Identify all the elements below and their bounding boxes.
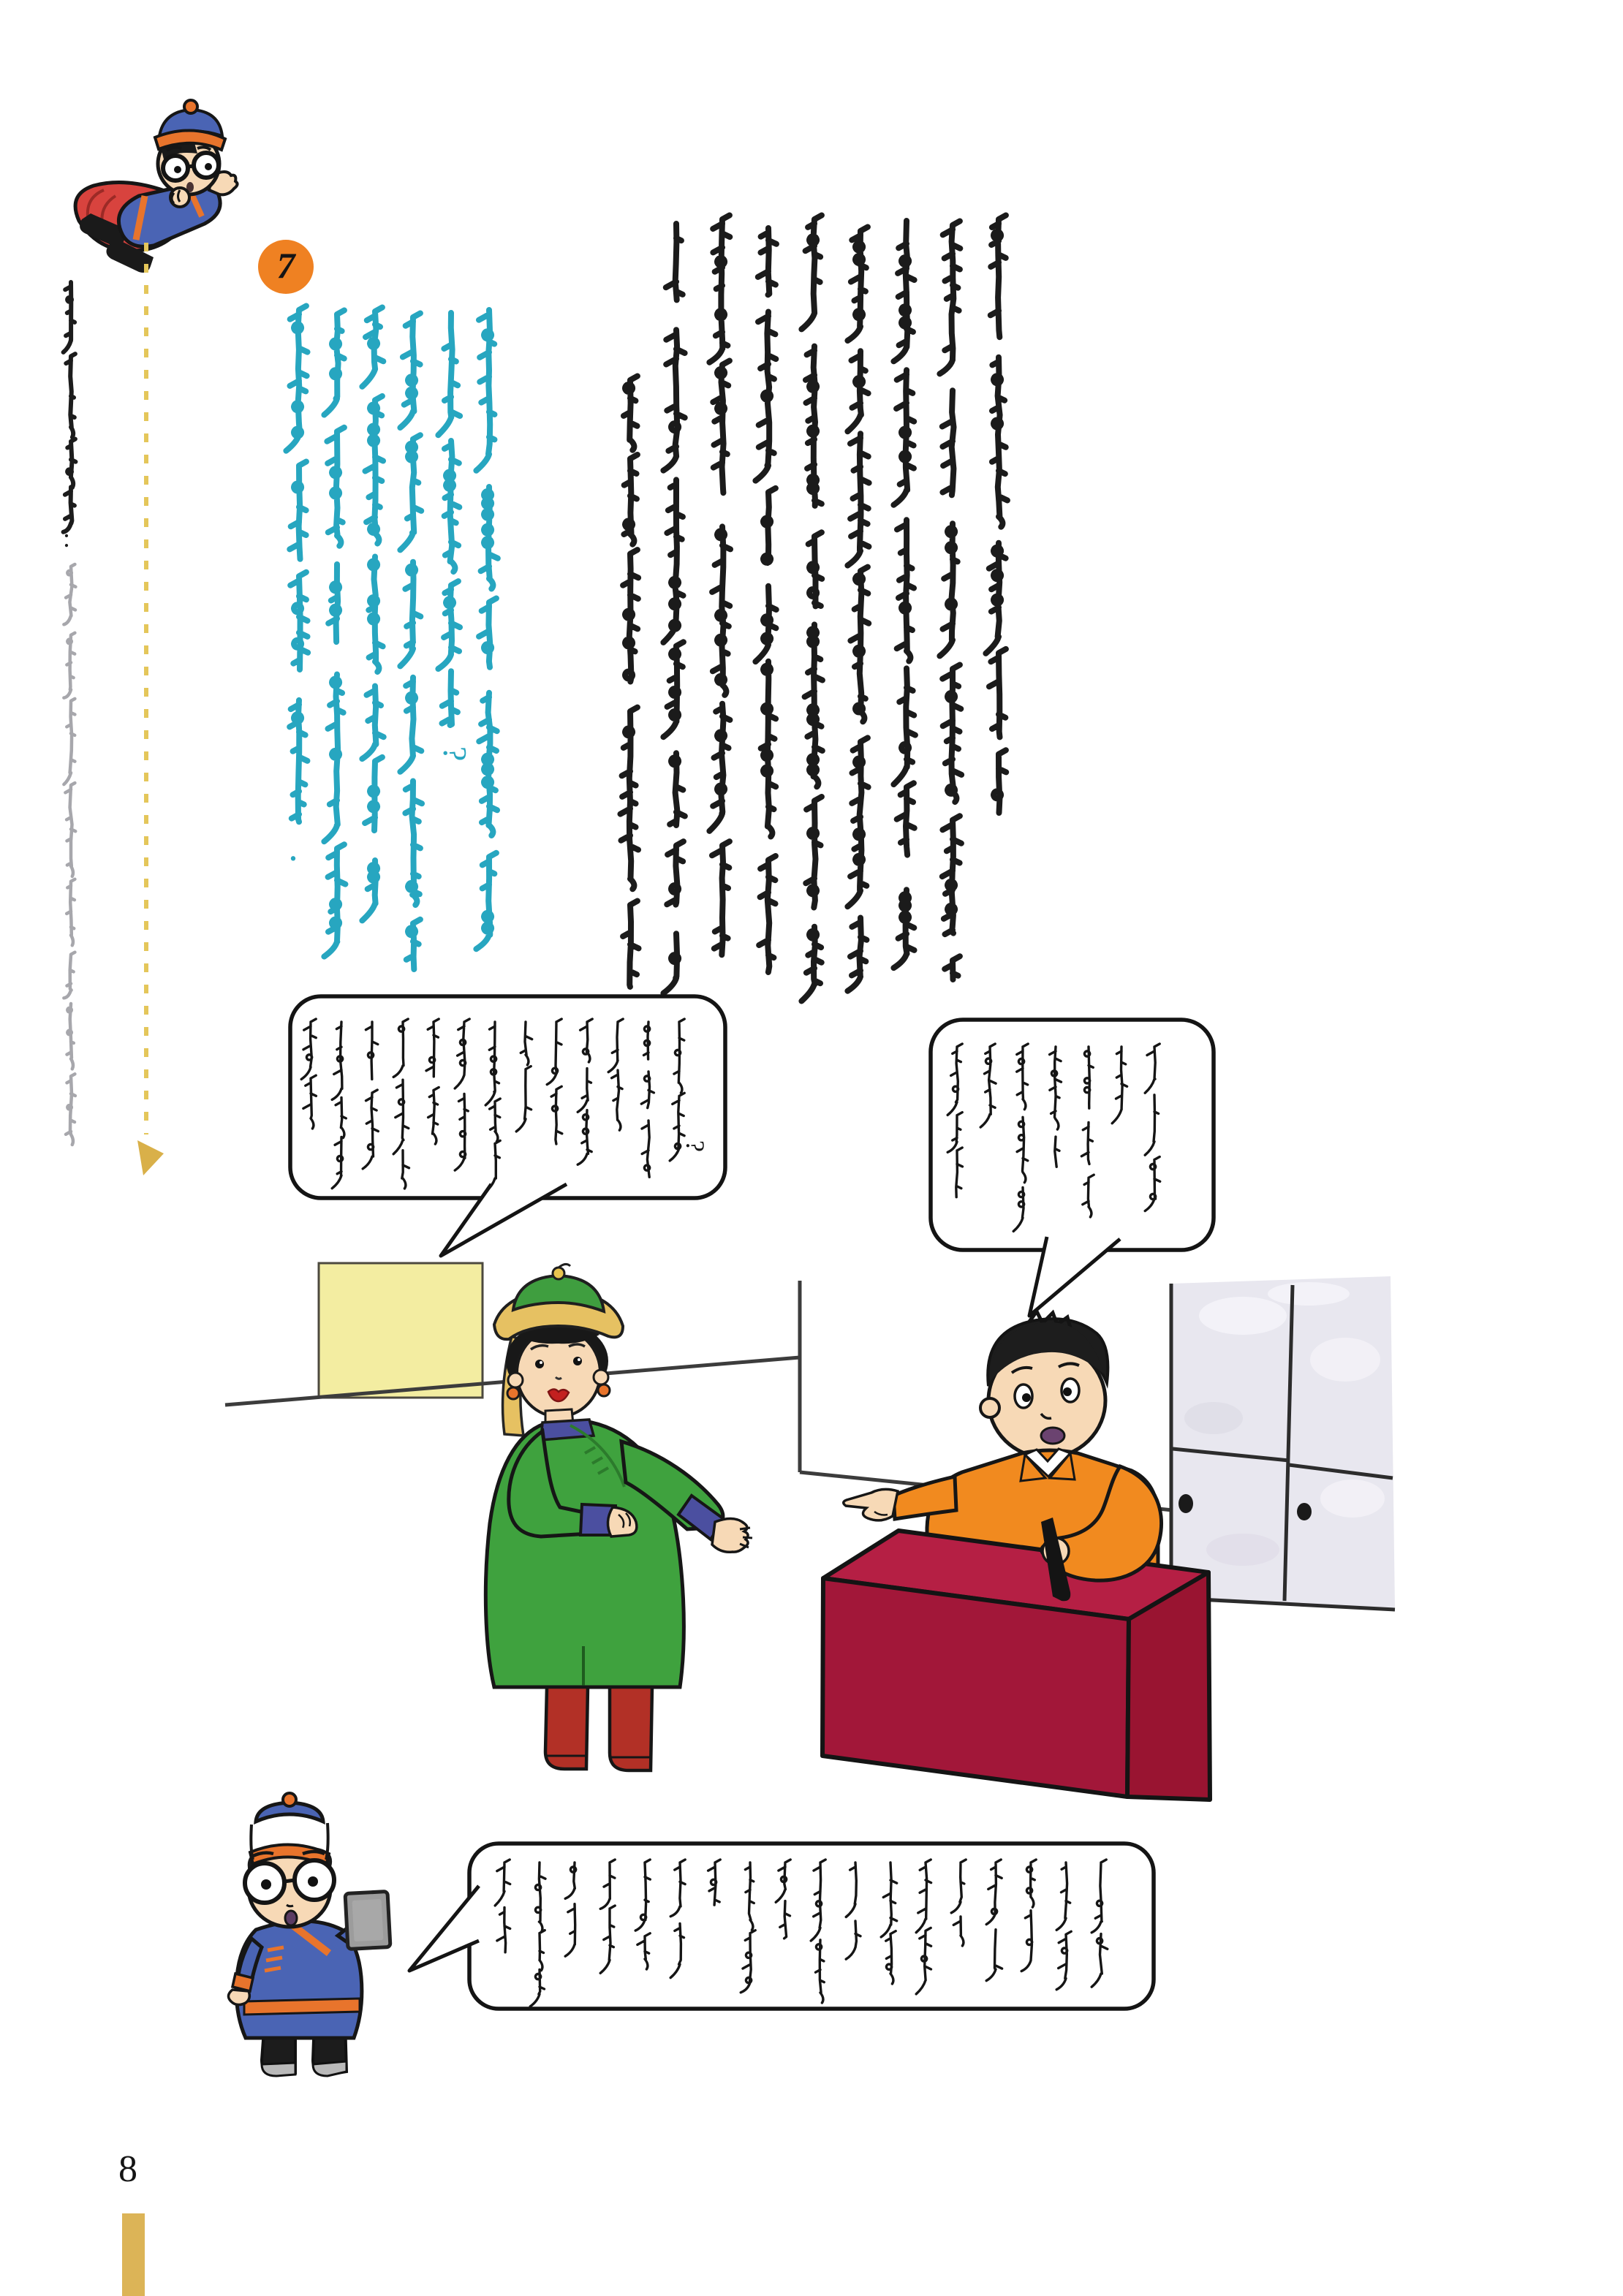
page-number: 8 [118, 2148, 137, 2190]
mother-figure [485, 1264, 752, 1770]
open-hand [712, 1518, 748, 1552]
margin-separator: : [63, 523, 71, 553]
red-counter [822, 1531, 1210, 1800]
illustration-scene [225, 1263, 1395, 1800]
wardrobe [1171, 1276, 1395, 1610]
wardrobe-knob [1297, 1503, 1312, 1520]
wardrobe-knob [1179, 1494, 1193, 1513]
unit-number: 7 [276, 245, 295, 286]
mascot-standing-icon [228, 1793, 390, 2076]
margin-title-script [64, 282, 76, 532]
unit-number-badge [258, 240, 314, 294]
passage-block-script [621, 216, 1007, 1001]
triangle-marker-icon [137, 1140, 164, 1175]
middle-dot: · [287, 836, 300, 880]
question-mark: ? [436, 746, 474, 762]
margin-subtitle-script [64, 564, 75, 1145]
bubble-tail [1029, 1237, 1120, 1316]
mouth [1041, 1428, 1064, 1444]
question-block-script [286, 306, 497, 970]
mouth [285, 1911, 297, 1925]
mascot-flying-icon [75, 100, 237, 273]
pointing-hand [844, 1489, 898, 1520]
earring [507, 1387, 519, 1399]
speech-bubble-clerk [931, 1020, 1214, 1316]
tablet-icon [345, 1892, 390, 1950]
earring [598, 1384, 610, 1396]
bubble-question-mark: ? [681, 1140, 710, 1152]
belt [244, 1998, 360, 2015]
speech-bubble-mother [290, 996, 725, 1256]
wall-poster [319, 1263, 483, 1398]
page-corner-bar [122, 2213, 145, 2296]
